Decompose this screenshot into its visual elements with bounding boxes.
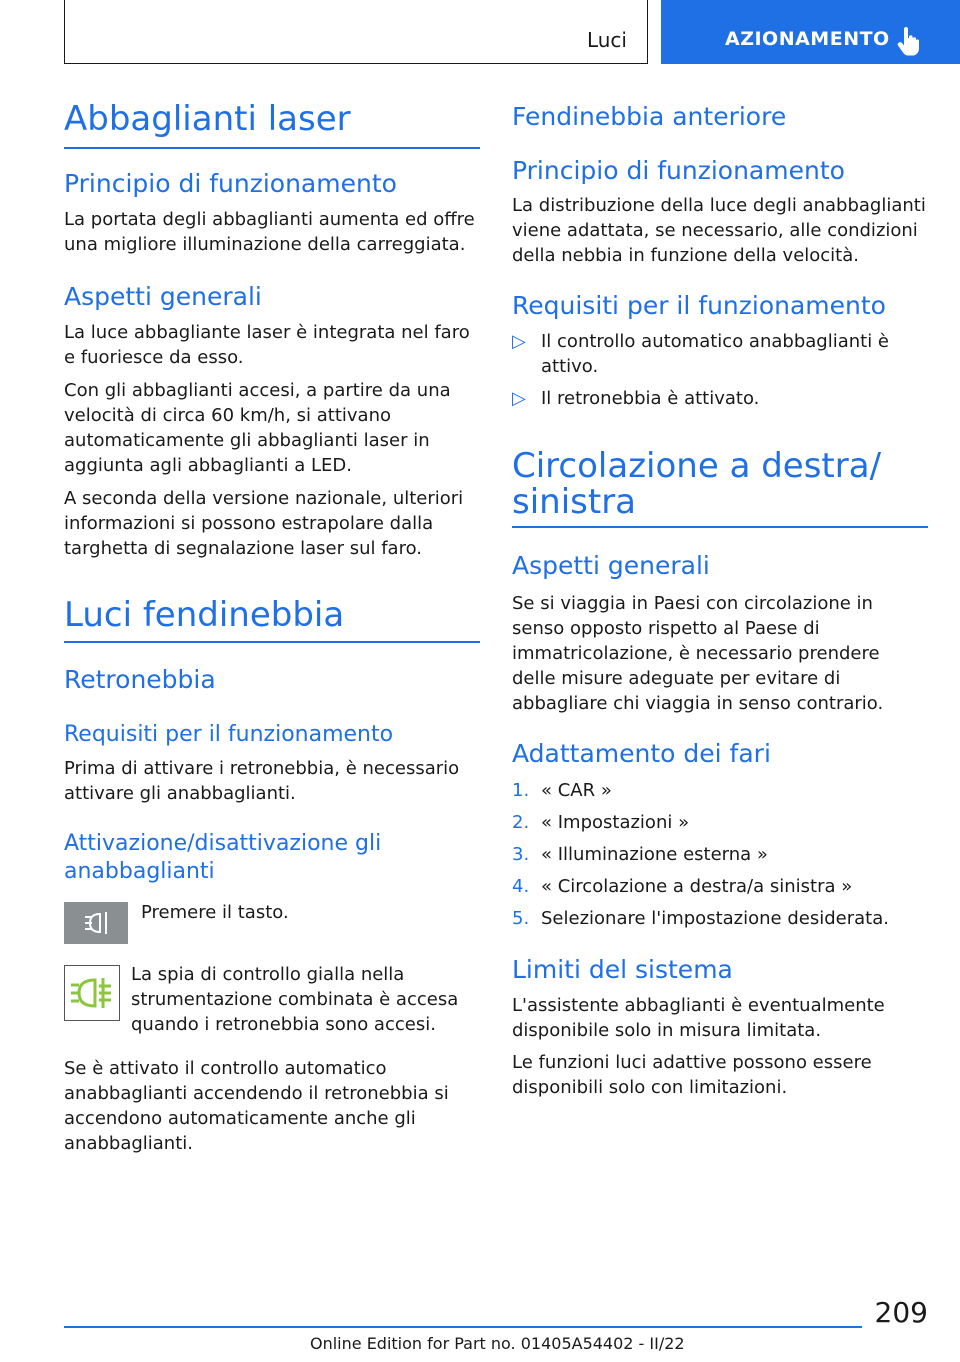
paragraph-requisiti: Prima di attivare i retronebbia, è necessario attivare gli anabbaglianti. — [64, 758, 460, 804]
heading-principio: Principio di funzionamento — [512, 156, 845, 185]
step-number: 5. — [512, 908, 530, 929]
rear-fog-indicator-icon — [65, 966, 119, 1020]
bullet-marker: ▷ — [512, 331, 526, 352]
paragraph-aspetti-3: A seconda della versione nazionale, ulteriori informazioni si possono estrapolare dalla targhetta di segnalazione laser sul faro. — [64, 488, 464, 559]
heading-requisiti: Requisiti per il funzionamento — [64, 722, 394, 747]
heading-aspetti-generali: Aspetti generali — [64, 282, 262, 311]
step-number: 1. — [512, 780, 530, 801]
paragraph-limiti-2: Le funzioni luci adattive possono essere disponibili solo con limitazioni. — [512, 1052, 872, 1098]
heading-attivazione-line1: Attivazione/disattivazione gli — [64, 831, 382, 856]
footer-edition: Online Edition for Part no. 01405A54402 - II/22 — [310, 1334, 685, 1353]
paragraph-aspetti: Se si viaggia in Paesi con circolazione in senso opposto rispetto al Paese di immatricolazione, è necessario prendere delle misure adeguate per evitare di abbagliare chi viaggia in senso contrario. — [512, 593, 884, 714]
rear-fog-light-icon — [64, 902, 128, 944]
paragraph-spia: La spia di controllo gialla nella strumentazione combinata è accesa quando i retronebbia sono accesi. — [131, 964, 459, 1035]
heading-attivazione-line2: anabbaglianti — [64, 859, 215, 884]
heading-requisiti: Requisiti per il funzionamento — [512, 291, 886, 320]
heading-aspetti-generali: Aspetti generali — [512, 551, 710, 580]
paragraph-aspetti-1: La luce abbagliante laser è integrata nel faro e fuoriesce da esso. — [64, 322, 470, 368]
paragraph-limiti-1: L'assistente abbaglianti è eventualmente disponibile solo in misura limitata. — [512, 995, 885, 1041]
heading-limiti-sistema: Limiti del sistema — [512, 955, 733, 984]
paragraph-principio: La distribuzione della luce degli anabbaglianti viene adattata, se necessario, alle condizioni della nebbia in funzione della velocità. — [512, 195, 926, 266]
footer-rule — [64, 1326, 862, 1328]
list-item: Il retronebbia è attivato. — [541, 388, 760, 409]
rear-fog-light-button-icon — [64, 902, 128, 944]
page-number: 209 — [874, 1296, 928, 1329]
heading-rule — [512, 526, 928, 528]
section-title: Luci — [586, 28, 627, 52]
paragraph-aspetti-2: Con gli abbaglianti accesi, a partire da una velocità di circa 60 km/h, si attivano automaticamente gli abbaglianti laser in aggiunta agli abbaglianti a LED. — [64, 380, 451, 476]
step-text: « Impostazioni » — [541, 812, 690, 833]
heading-principio: Principio di funzionamento — [64, 169, 397, 198]
heading-luci-fendinebbia: Luci fendinebbia — [64, 595, 345, 635]
heading-retronebbia: Retronebbia — [64, 665, 216, 694]
heading-fendinebbia-anteriore: Fendinebbia anteriore — [512, 102, 787, 131]
step-text: « Illuminazione esterna » — [541, 844, 768, 865]
step-number: 4. — [512, 876, 530, 897]
heading-adattamento-fari: Adattamento dei fari — [512, 739, 771, 768]
step-number: 2. — [512, 812, 530, 833]
paragraph-premere: Premere il tasto. — [141, 902, 289, 923]
chapter-title: AZIONAMENTO — [725, 28, 890, 50]
header-section-box — [64, 0, 648, 64]
step-text: Selezionare l'impostazione desiderata. — [541, 908, 889, 929]
hand-pointer-icon — [897, 26, 921, 56]
step-text: « CAR » — [541, 780, 612, 801]
step-text: « Circolazione a destra/a sinistra » — [541, 876, 853, 897]
heading-circolazione-line2: sinistra — [512, 482, 637, 522]
bullet-marker: ▷ — [512, 388, 526, 409]
heading-rule — [64, 641, 480, 643]
heading-circolazione-line1: Circolazione a destra/ — [512, 446, 882, 486]
list-item: Il controllo automatico anabbaglianti è attivo. — [541, 331, 889, 377]
chapter-tab — [661, 0, 960, 64]
step-number: 3. — [512, 844, 530, 865]
rear-fog-indicator — [64, 965, 120, 1021]
heading-abbaglianti-laser: Abbaglianti laser — [64, 99, 351, 139]
paragraph-principio: La portata degli abbaglianti aumenta ed offre una migliore illuminazione della carreggiata. — [64, 209, 475, 255]
paragraph-auto: Se è attivato il controllo automatico anabbaglianti accendendo il retronebbia si accendono automaticamente anche gli anabbaglianti. — [64, 1058, 449, 1154]
heading-rule — [64, 147, 480, 149]
